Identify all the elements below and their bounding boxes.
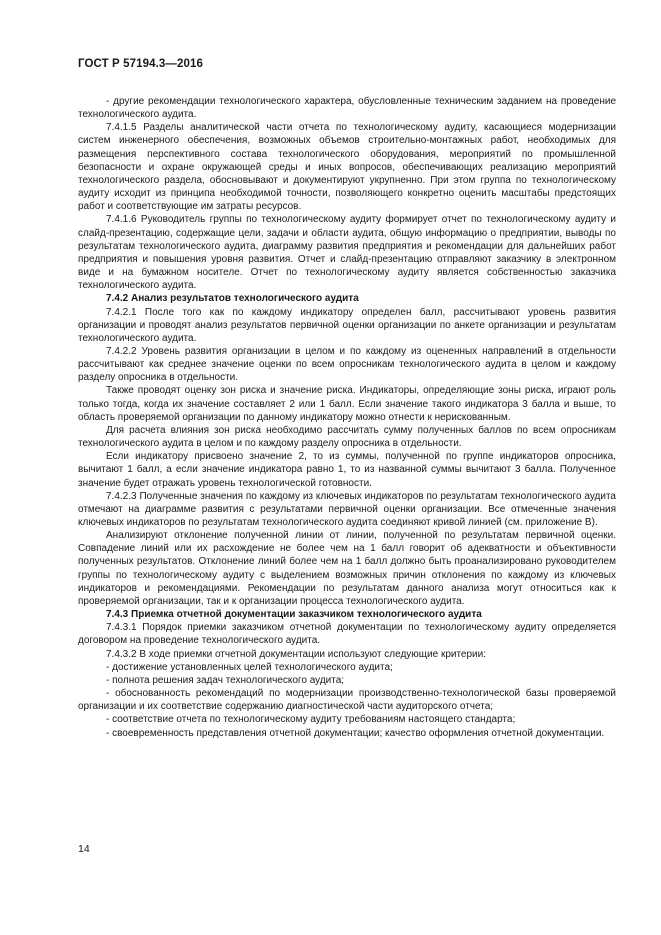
section-heading-7-4-3: 7.4.3 Приемка отчетной документации заказчиком технологического аудита: [106, 609, 482, 621]
list-item-timeliness: - своевременность представления отчетной документации; качество оформления отчетной документации.: [106, 727, 605, 739]
paragraph-7-4-1-6: 7.4.1.6 Руководитель группы по технологическому аудиту формирует отчет по технологическому аудиту и слайд-презентацию, содержащие цели, задачи и области аудита, общую информацию о предприятии, выводы по результатам технологического аудита, диаграмму развития предприятия и рекомендации для дальнейших работ предприятия и повышения уровня развития. Отчет и слайд-презентацию отправляют заказчику в электронном виде и на бумажном носителе. Отчет по технологическому аудиту является собственностью заказчика технологического аудита.: [78, 214, 616, 292]
paragraph-7-4-3-2: 7.4.3.2 В ходе приемки отчетной документации используют следующие критерии:: [106, 648, 487, 660]
list-item-compliance: - соответствие отчета по технологическому аудиту требованиям настоящего стандарта;: [106, 714, 516, 726]
paragraph-risk-influence: Для расчета влияния зон риска необходимо рассчитать сумму полученных баллов по всем опросникам технологического аудита в целом и по каждому разделу опросника в отдельности.: [78, 424, 616, 450]
paragraph-risk-zones: Также проводят оценку зон риска и значение риска. Индикаторы, определяющие зоны риска, играют роль только тогда, когда их значение составляет 2 или 1 балл. Если значение такого индикатора 3 балла и выше, то область проверяемой организации по данному индикатору можно отнести к нерискованным.: [78, 385, 616, 423]
list-item-recommendations: - обоснованность рекомендаций по модернизации производственно-технологической базы проверяемой организации и их соответствие содержанию диагностической части аудиторского отчета;: [78, 688, 616, 713]
paragraph-other-recommendations: - другие рекомендации технологического характера, обусловленные техническим заданием на проведение технологического аудита.: [78, 96, 616, 121]
paragraph-deviation-analysis: Анализируют отклонение полученной линии от линии, полученной по результатам первичной оценки. Совпадение линий или их расхождение не более чем на 1 балл говорит об адекватности и объективности полученных результатов. Отклонение линий более чем на 1 балл должно быть проанализировано руководителем группы по технологическому аудиту с выделением возможных причин отклонения по каждому из ключевых индикаторов и рекомендациями. Рекомендации по результатам данного анализа могут относиться как к проверяемой организации, так и к организации процесса технологического аудита.: [78, 530, 616, 607]
paragraph-7-4-3-1: 7.4.3.1 Порядок приемки заказчиком отчетной документации по технологическому аудиту определяется договором на проведение технологического аудита.: [78, 622, 616, 647]
paragraph-7-4-2-1: 7.4.2.1 После того как по каждому индикатору определен балл, рассчитывают уровень развития организации и проводят анализ результатов первичной оценки организации по анкете организации и результатам технологического аудита.: [78, 306, 616, 344]
document-body: [78, 95, 616, 740]
paragraph-7-4-1-5: 7.4.1.5 Разделы аналитической части отчета по технологическому аудиту, касающиеся модернизации систем инженерного обеспечения, возможных объемов строительно-монтажных работ, необходимых для размещения перспективного состава технологического оборудования, мероприятий по промышленной безопасности и охране окружающей среды и иных вопросов, обеспечивающих реализацию мероприятий технологического раздела, обосновывают и документируют укрупненно. При этом группа по технологическому аудиту исходит из принципа необходимой точности, позволяющего конкретно оценить масштабы предстоящих работ и соответствующие им затраты ресурсов.: [78, 122, 616, 213]
paragraph-7-4-2-3: 7.4.2.3 Полученные значения по каждому из ключевых индикаторов по результатам технологического аудита отмечают на диаграмме развития с результатами первичной оценки организации. Все отмеченные значения ключевых индикаторов по результатам технологического аудита соединяют кривой линией (см. приложение В).: [78, 490, 616, 528]
page-number: 14: [78, 843, 90, 855]
paragraph-indicator-values: Если индикатору присвоено значение 2, то из суммы, полученной по группе индикаторов опросника, вычитают 1 балл, а если значение индикатора равно 1, то из названной суммы вычитают 3 балла. Полученное значение будет отражать уровень технологической готовности.: [78, 451, 616, 489]
list-item-tasks: - полнота решения задач технологического аудита;: [106, 674, 345, 686]
document-header: ГОСТ Р 57194.3—2016: [78, 58, 203, 70]
list-item-goals: - достижение установленных целей технологического аудита;: [106, 661, 393, 673]
section-heading-7-4-2: 7.4.2 Анализ результатов технологического аудита: [106, 293, 359, 305]
paragraph-7-4-2-2: 7.4.2.2 Уровень развития организации в целом и по каждому из оцененных направлений в отдельности рассчитывают как среднее значение оценки по всем опросникам технологического аудита в целом и каждому разделу опросника в отдельности.: [78, 345, 616, 384]
